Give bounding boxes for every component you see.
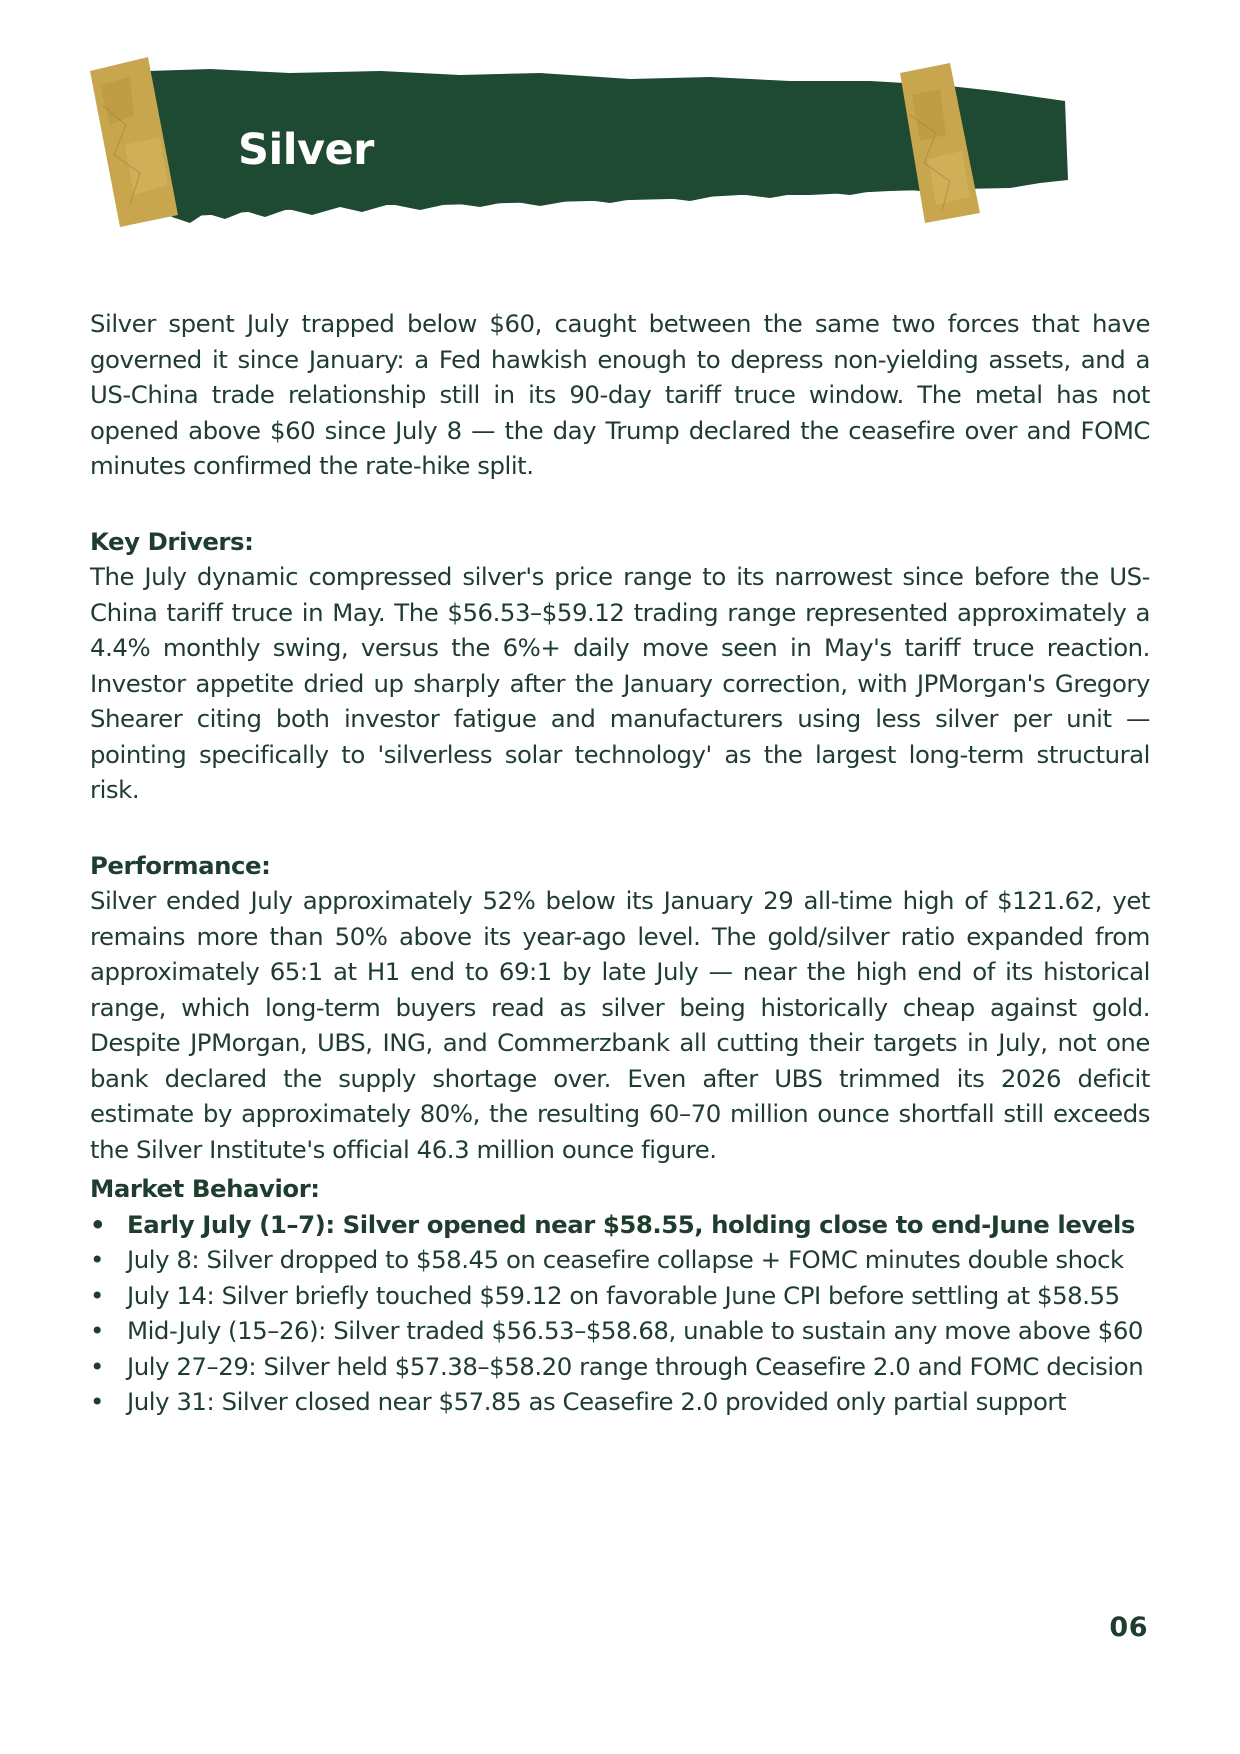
bullet-icon: •	[90, 1351, 104, 1381]
market-behavior-list	[90, 1207, 1150, 1420]
list-item	[90, 1278, 1150, 1314]
list-item	[90, 1313, 1150, 1349]
key-drivers-heading: Key Drivers:	[90, 526, 254, 556]
list-item-text: July 31: Silver closed near $57.85 as Ceasefire 2.0 provided only partial support	[127, 1387, 1067, 1416]
intro-paragraph: Silver spent July trapped below $60, caught between the same two forces that have governed it since January: a Fed hawkish enough to depress non-yielding assets, and a US-China trade relationship still in its 90-day tariff truce window. The metal has not opened above $60 since July 8 — the day Trump declared the ceasefire over and FOMC minutes confirmed the rate-hike split.	[90, 309, 1150, 480]
key-drivers-paragraph: The July dynamic compressed silver's price range to its narrowest since before the US-China tariff truce in May. The $56.53–$59.12 trading range represented approximately a 4.4% monthly swing, versus the 6%+ daily move seen in May's tariff truce reaction. Investor appetite dried up sharply after the January correction, with JPMorgan's Gregory Shearer citing both investor fatigue and manufacturers using less silver per unit — pointing specifically to 'silverless solar technology' as the largest long-term structural risk.	[90, 562, 1150, 804]
list-item	[90, 1349, 1150, 1385]
bullet-icon: •	[90, 1316, 104, 1345]
list-item-text: July 8: Silver dropped to $58.45 on ceasefire collapse + FOMC minutes double shock	[127, 1245, 1124, 1274]
title-banner	[90, 55, 1100, 255]
page-number: 06	[1109, 1612, 1148, 1643]
list-item	[90, 1242, 1150, 1278]
performance-heading: Performance:	[90, 850, 271, 880]
bullet-icon: •	[90, 1245, 104, 1274]
bullet-icon: •	[90, 1280, 104, 1310]
bullet-icon: •	[90, 1209, 106, 1239]
market-behavior-heading: Market Behavior:	[90, 1174, 320, 1203]
article-body	[90, 306, 1150, 1420]
bullet-icon: •	[90, 1387, 104, 1416]
list-item	[90, 1207, 1150, 1243]
list-item-text: Mid-July (15–26): Silver traded $56.53–$58.68, unable to sustain any move above $60	[127, 1316, 1143, 1345]
list-item-text: Early July (1–7): Silver opened near $58.55, holding close to end-June levels	[127, 1209, 1135, 1239]
list-item-text: July 14: Silver briefly touched $59.12 on favorable June CPI before settling at $58.55	[127, 1280, 1120, 1310]
section-title: Silver	[238, 125, 374, 175]
performance-paragraph: Silver ended July approximately 52% below its January 29 all-time high of $121.62, yet remains more than 50% above its year-ago level. The gold/silver ratio expanded from approximately 65:1 at H1 end to 69:1 by late July — near the high end of its historical range, which long-term buyers read as silver being historically cheap against gold. Despite JPMorgan, UBS, ING, and Commerzbank all cutting their targets in July, not one bank declared the supply shortage over. Even after UBS trimmed its 2026 deficit estimate by approximately 80%, the resulting 60–70 million ounce shortfall still exceeds the Silver Institute's official 46.3 million ounce figure.	[90, 886, 1150, 1164]
list-item	[90, 1384, 1150, 1420]
list-item-text: July 27–29: Silver held $57.38–$58.20 range through Ceasefire 2.0 and FOMC decision	[127, 1351, 1144, 1381]
